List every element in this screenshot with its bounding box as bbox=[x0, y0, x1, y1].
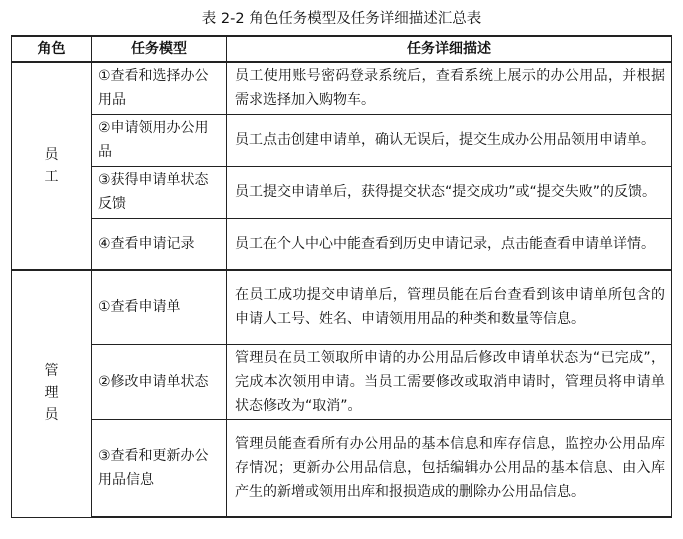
task-model-cell: ③查看和更新办公用品信息 bbox=[92, 419, 227, 517]
task-description-cell: 员工使用账号密码登录系统后，查看系统上展示的办公用品，并根据需求选择加入购物车。 bbox=[227, 62, 672, 114]
task-model-cell: ①查看和选择办公用品 bbox=[92, 62, 227, 114]
role-label: 员工 bbox=[44, 146, 59, 185]
table-row bbox=[12, 114, 672, 166]
table-row bbox=[12, 270, 672, 344]
task-model-cell: ②修改申请单状态 bbox=[92, 344, 227, 419]
task-model-cell: ③获得申请单状态反馈 bbox=[92, 166, 227, 218]
task-model-cell: ②申请领用办公用品 bbox=[92, 114, 227, 166]
role-label: 管理员 bbox=[44, 363, 59, 424]
role-cell-employee bbox=[12, 62, 92, 270]
table-row bbox=[12, 62, 672, 114]
task-description-cell: 员工提交申请单后，获得提交状态“提交成功”或“提交失败”的反馈。 bbox=[227, 166, 672, 218]
task-model-cell: ④查看申请记录 bbox=[92, 218, 227, 270]
task-model-cell: ①查看申请单 bbox=[92, 270, 227, 344]
task-description-cell: 员工在个人中心中能查看到历史申请记录，点击能查看申请单详情。 bbox=[227, 218, 672, 270]
task-description-cell: 在员工成功提交申请单后，管理员能在后台查看到该申请单所包含的申请人工号、姓名、申请领用用品的种类和数量等信息。 bbox=[227, 270, 672, 344]
table-row bbox=[12, 419, 672, 517]
table-caption: 表 2-2 角色任务模型及任务详细描述汇总表 bbox=[201, 11, 482, 27]
header-task-model: 任务模型 bbox=[92, 36, 227, 62]
role-cell-admin bbox=[12, 270, 92, 517]
header-row bbox=[12, 36, 672, 62]
task-description-cell: 员工点击创建申请单，确认无误后，提交生成办公用品领用申请单。 bbox=[227, 114, 672, 166]
table-row bbox=[12, 344, 672, 419]
table-row bbox=[12, 166, 672, 218]
task-description-cell: 管理员在员工领取所申请的办公用品后修改申请单状态为“已完成”，完成本次领用申请。当员工需要修改或取消申请时，管理员将申请单状态修改为“取消”。 bbox=[227, 344, 672, 419]
header-task-description: 任务详细描述 bbox=[227, 36, 672, 62]
task-model-table bbox=[11, 35, 672, 518]
task-description-cell: 管理员能查看所有办公用品的基本信息和库存信息，监控办公用品库存情况；更新办公用品信息，包括编辑办公用品的基本信息、由入库产生的新增或领用出库和报损造成的删除办公用品信息。 bbox=[227, 419, 672, 517]
header-role: 角色 bbox=[12, 36, 92, 62]
table-row bbox=[12, 218, 672, 270]
